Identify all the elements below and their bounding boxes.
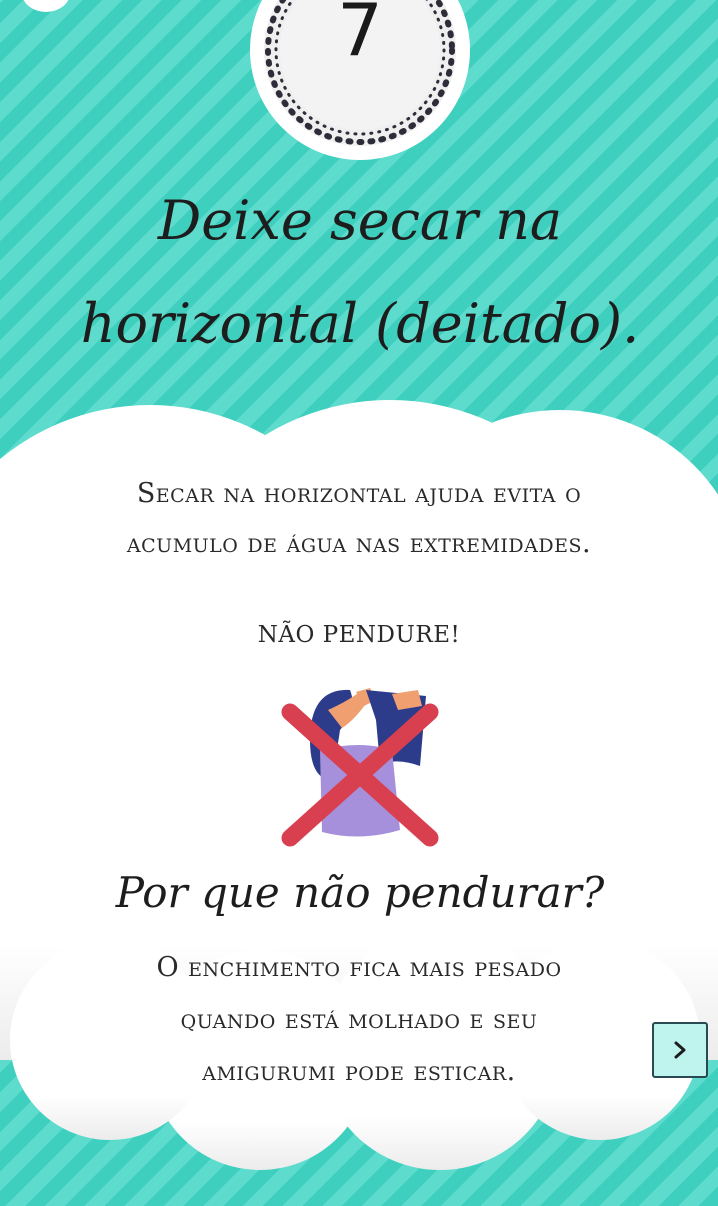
next-button[interactable] (652, 1022, 708, 1078)
warning-text: NÃO PENDURE! (257, 622, 461, 648)
explanation-line-3: amigurumi pode esticar. (202, 1056, 516, 1087)
person-hanging-laundry-icon (280, 680, 440, 850)
step-badge (248, 0, 472, 162)
explanation-line-1: O enchimento fica mais pesado (156, 952, 562, 983)
question-heading: Por que não pendurar? (115, 868, 605, 917)
title-line-1: Deixe secar na (157, 189, 563, 252)
explanation-line-2: quando está molhado e seu (180, 1004, 538, 1035)
info-line-1: Secar na horizontal ajuda evita o (136, 478, 582, 509)
info-line-2: acumulo de água nas extremidades. (126, 528, 592, 559)
chevron-right-icon (670, 1040, 690, 1060)
title-line-2: horizontal (deitado). (80, 292, 640, 355)
step-number: 7 (337, 0, 383, 72)
